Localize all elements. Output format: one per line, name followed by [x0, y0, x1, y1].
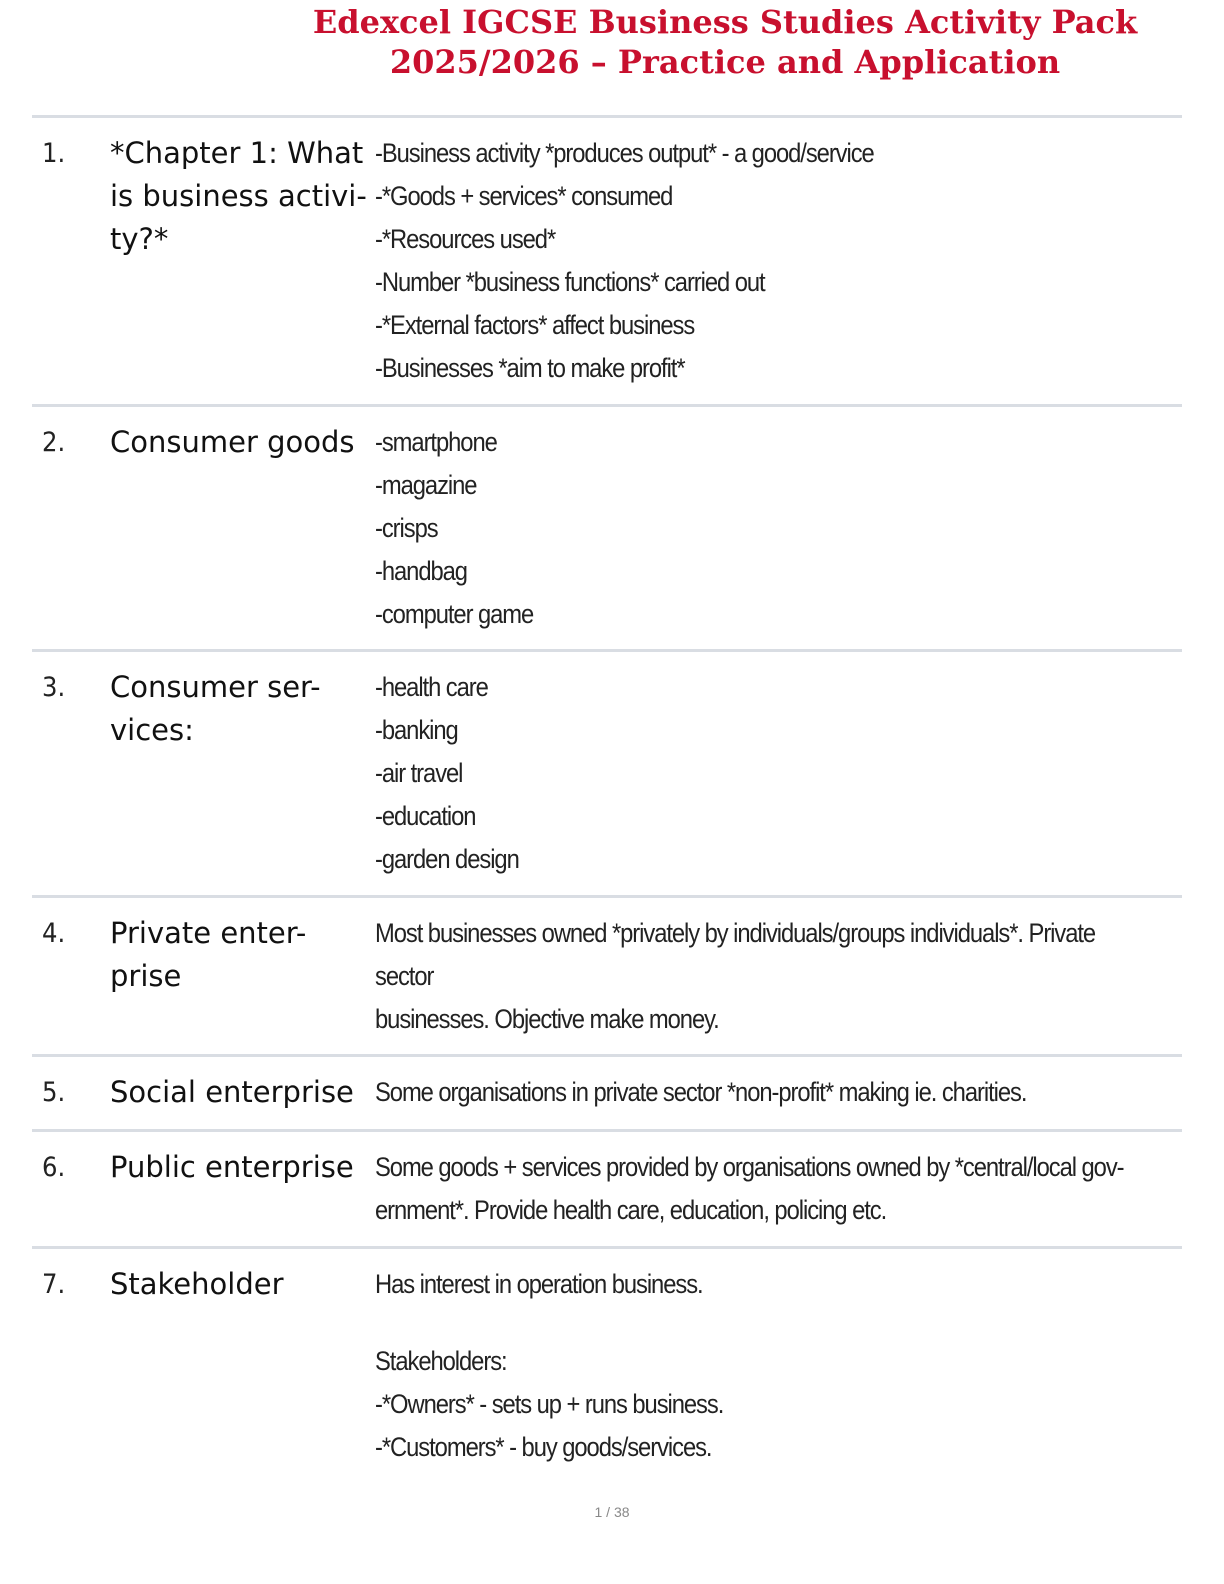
card-number: 1. [42, 138, 66, 169]
card-term-line: Social enterprise [110, 1075, 354, 1109]
card-definition [375, 1071, 1085, 1129]
flashcard-row [32, 1129, 1182, 1246]
definition-line: -*External factors* affect business [375, 310, 695, 340]
definition-line: -Businesses *aim to make profit* [375, 353, 685, 383]
definition-line: -*Goods + services* consumed [375, 181, 673, 211]
card-definition [375, 666, 1085, 895]
flashcard-row [32, 115, 1182, 404]
card-number: 6. [42, 1152, 66, 1183]
card-term-line: Stakeholder [110, 1267, 284, 1301]
flashcard-row [32, 649, 1182, 895]
definition-line: -computer game [375, 599, 534, 629]
card-term [110, 912, 375, 1054]
card-number: 7. [42, 1269, 66, 1300]
flashcard-row [32, 1054, 1182, 1129]
flashcard-row [32, 895, 1182, 1054]
document-title-line-1: Edexcel IGCSE Business Studies Activity Pack [312, 3, 1138, 41]
definition-line: Most businesses owned *privately by individuals/groups individuals*. Private [375, 918, 1096, 948]
card-definition [375, 132, 1085, 404]
definition-line: -crisps [375, 513, 438, 543]
definition-line: -smartphone [375, 427, 497, 457]
card-term-line: Consumer ser- [110, 670, 321, 704]
card-definition [375, 421, 1085, 649]
card-number: 5. [42, 1077, 66, 1108]
card-definition [375, 912, 1095, 1054]
flashcard-row [32, 404, 1182, 649]
definition-line: -garden design [375, 844, 519, 874]
card-term-line: vices: [110, 713, 194, 747]
card-term [110, 1263, 375, 1493]
definition-line: sector [375, 961, 434, 991]
card-number: 3. [42, 672, 66, 703]
card-number: 2. [42, 427, 66, 458]
card-term-line: is business activi- [110, 179, 367, 213]
flashcard-row [32, 1246, 1182, 1493]
flashcard-list [32, 115, 1182, 1493]
card-definition [375, 1146, 1124, 1246]
card-definition [375, 1263, 1085, 1493]
card-term-line: Consumer goods [110, 425, 355, 459]
definition-line: -education [375, 801, 476, 831]
card-term [110, 1071, 375, 1129]
card-term-line: Public enterprise [110, 1150, 354, 1184]
card-term-line: *Chapter 1: What [110, 136, 364, 170]
definition-line: -banking [375, 715, 458, 745]
definition-line: Some goods + services provided by organisations owned by *central/local gov- [375, 1152, 1124, 1182]
definition-line: Has interest in operation business. [375, 1269, 703, 1299]
document-title-line-2: 2025/2026 – Practice and Application [389, 43, 1061, 81]
definition-line: -health care [375, 672, 488, 702]
definition-line: Stakeholders: [375, 1346, 507, 1376]
card-term-line: Private enter- [110, 916, 307, 950]
definition-line: -handbag [375, 556, 467, 586]
definition-line: -*Resources used* [375, 224, 556, 254]
card-term [110, 421, 375, 649]
card-number: 4. [42, 918, 66, 949]
definition-line: Some organisations in private sector *non-profit* making ie. charities. [375, 1077, 1027, 1107]
definition-line: -Business activity *produces output* - a good/service [375, 138, 874, 168]
definition-line: businesses. Objective make money. [375, 1004, 719, 1034]
definition-line: -Number *business functions* carried out [375, 267, 765, 297]
definition-line: -*Owners* - sets up + runs business. [375, 1389, 724, 1419]
definition-line: -*Customers* - buy goods/services. [375, 1432, 712, 1462]
definition-line: -magazine [375, 470, 477, 500]
definition-line [375, 1306, 1085, 1340]
card-term [110, 1146, 375, 1246]
card-term [110, 666, 375, 895]
definition-line: ernment*. Provide health care, education, policing etc. [375, 1195, 887, 1225]
card-term-line: prise [110, 959, 182, 993]
card-term [110, 132, 375, 404]
page-indicator: 1 / 38 [594, 1504, 630, 1520]
definition-line: -air travel [375, 758, 463, 788]
card-term-line: ty?* [110, 222, 169, 256]
